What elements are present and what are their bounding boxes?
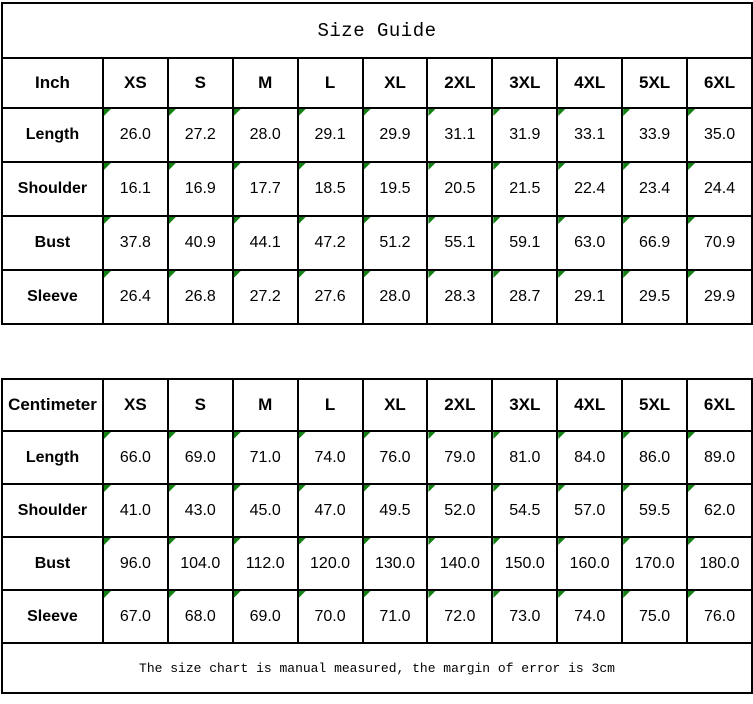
green-triangle-icon xyxy=(169,485,176,492)
value-cell: 31.1 xyxy=(427,108,492,162)
value-cell: 84.0 xyxy=(557,431,622,484)
value-cell: 23.4 xyxy=(622,162,687,216)
green-triangle-icon xyxy=(688,538,695,545)
green-triangle-icon xyxy=(234,163,241,170)
green-triangle-icon xyxy=(428,538,435,545)
green-triangle-icon xyxy=(104,217,111,224)
green-triangle-icon xyxy=(364,538,371,545)
green-triangle-icon xyxy=(104,109,111,116)
green-triangle-icon xyxy=(558,538,565,545)
table-row xyxy=(2,108,752,162)
green-triangle-icon xyxy=(364,163,371,170)
green-triangle-icon xyxy=(234,485,241,492)
size-col-header: 5XL xyxy=(622,379,687,431)
value-cell: 112.0 xyxy=(233,537,298,590)
green-triangle-icon xyxy=(688,217,695,224)
green-triangle-icon xyxy=(169,432,176,439)
size-col-header: S xyxy=(168,379,233,431)
value-cell: 140.0 xyxy=(427,537,492,590)
value-cell: 31.9 xyxy=(492,108,557,162)
green-triangle-icon xyxy=(169,163,176,170)
value-cell: 21.5 xyxy=(492,162,557,216)
value-cell: 75.0 xyxy=(622,590,687,643)
size-col-header: 4XL xyxy=(557,58,622,108)
value-cell: 29.9 xyxy=(687,270,752,324)
green-triangle-icon xyxy=(428,591,435,598)
value-cell: 74.0 xyxy=(298,431,363,484)
value-cell: 52.0 xyxy=(427,484,492,537)
green-triangle-icon xyxy=(299,591,306,598)
green-triangle-icon xyxy=(688,271,695,278)
green-triangle-icon xyxy=(299,109,306,116)
green-triangle-icon xyxy=(623,591,630,598)
value-cell: 70.9 xyxy=(687,216,752,270)
green-triangle-icon xyxy=(364,485,371,492)
green-triangle-icon xyxy=(558,591,565,598)
green-triangle-icon xyxy=(688,163,695,170)
value-cell: 49.5 xyxy=(363,484,428,537)
value-cell: 22.4 xyxy=(557,162,622,216)
value-cell: 150.0 xyxy=(492,537,557,590)
value-cell: 29.5 xyxy=(622,270,687,324)
value-cell: 35.0 xyxy=(687,108,752,162)
value-cell: 160.0 xyxy=(557,537,622,590)
size-col-header: M xyxy=(233,58,298,108)
value-cell: 26.4 xyxy=(103,270,168,324)
value-cell: 37.8 xyxy=(103,216,168,270)
green-triangle-icon xyxy=(623,217,630,224)
value-cell: 71.0 xyxy=(233,431,298,484)
green-triangle-icon xyxy=(364,217,371,224)
green-triangle-icon xyxy=(493,485,500,492)
value-cell: 89.0 xyxy=(687,431,752,484)
size-col-header: XS xyxy=(103,379,168,431)
value-cell: 66.0 xyxy=(103,431,168,484)
green-triangle-icon xyxy=(299,271,306,278)
value-cell: 73.0 xyxy=(492,590,557,643)
green-triangle-icon xyxy=(688,591,695,598)
green-triangle-icon xyxy=(623,271,630,278)
value-cell: 104.0 xyxy=(168,537,233,590)
table-row xyxy=(2,537,752,590)
green-triangle-icon xyxy=(428,109,435,116)
value-cell: 79.0 xyxy=(427,431,492,484)
green-triangle-icon xyxy=(234,271,241,278)
value-cell: 40.9 xyxy=(168,216,233,270)
green-triangle-icon xyxy=(169,591,176,598)
green-triangle-icon xyxy=(493,163,500,170)
value-cell: 180.0 xyxy=(687,537,752,590)
green-triangle-icon xyxy=(104,591,111,598)
value-cell: 54.5 xyxy=(492,484,557,537)
green-triangle-icon xyxy=(623,538,630,545)
green-triangle-icon xyxy=(299,432,306,439)
value-cell: 33.9 xyxy=(622,108,687,162)
size-col-header: 2XL xyxy=(427,58,492,108)
row-label: Bust xyxy=(2,216,103,270)
value-cell: 86.0 xyxy=(622,431,687,484)
green-triangle-icon xyxy=(364,432,371,439)
green-triangle-icon xyxy=(104,163,111,170)
size-col-header: XS xyxy=(103,58,168,108)
value-cell: 44.1 xyxy=(233,216,298,270)
green-triangle-icon xyxy=(493,217,500,224)
value-cell: 29.1 xyxy=(298,108,363,162)
value-cell: 96.0 xyxy=(103,537,168,590)
size-col-header: 5XL xyxy=(622,58,687,108)
value-cell: 47.0 xyxy=(298,484,363,537)
value-cell: 33.1 xyxy=(557,108,622,162)
value-cell: 51.2 xyxy=(363,216,428,270)
size-col-header: 3XL xyxy=(492,58,557,108)
green-triangle-icon xyxy=(558,163,565,170)
table-row xyxy=(2,216,752,270)
green-triangle-icon xyxy=(169,271,176,278)
green-triangle-icon xyxy=(558,271,565,278)
row-label: Length xyxy=(2,431,103,484)
title-row xyxy=(2,3,752,58)
value-cell: 20.5 xyxy=(427,162,492,216)
green-triangle-icon xyxy=(493,271,500,278)
green-triangle-icon xyxy=(104,538,111,545)
inch-header-row xyxy=(2,58,752,108)
green-triangle-icon xyxy=(169,217,176,224)
row-label: Bust xyxy=(2,537,103,590)
value-cell: 26.8 xyxy=(168,270,233,324)
inch-size-table xyxy=(1,2,753,325)
green-triangle-icon xyxy=(558,217,565,224)
green-triangle-icon xyxy=(623,432,630,439)
green-triangle-icon xyxy=(234,432,241,439)
value-cell: 28.7 xyxy=(492,270,557,324)
value-cell: 76.0 xyxy=(363,431,428,484)
size-col-header: XL xyxy=(363,379,428,431)
value-cell: 26.0 xyxy=(103,108,168,162)
size-col-header: 6XL xyxy=(687,58,752,108)
value-cell: 69.0 xyxy=(233,590,298,643)
table-row xyxy=(2,484,752,537)
value-cell: 69.0 xyxy=(168,431,233,484)
green-triangle-icon xyxy=(104,271,111,278)
green-triangle-icon xyxy=(364,109,371,116)
value-cell: 72.0 xyxy=(427,590,492,643)
size-col-header: 4XL xyxy=(557,379,622,431)
size-col-header: L xyxy=(298,379,363,431)
value-cell: 17.7 xyxy=(233,162,298,216)
value-cell: 24.4 xyxy=(687,162,752,216)
centimeter-size-table xyxy=(1,378,753,694)
value-cell: 47.2 xyxy=(298,216,363,270)
value-cell: 55.1 xyxy=(427,216,492,270)
row-label: Sleeve xyxy=(2,270,103,324)
table-row xyxy=(2,162,752,216)
footer-note: The size chart is manual measured, the margin of error is 3cm xyxy=(2,643,752,693)
size-col-header: 6XL xyxy=(687,379,752,431)
green-triangle-icon xyxy=(299,163,306,170)
value-cell: 45.0 xyxy=(233,484,298,537)
value-cell: 68.0 xyxy=(168,590,233,643)
size-col-header: 2XL xyxy=(427,379,492,431)
value-cell: 71.0 xyxy=(363,590,428,643)
row-label: Sleeve xyxy=(2,590,103,643)
value-cell: 27.6 xyxy=(298,270,363,324)
row-label: Shoulder xyxy=(2,162,103,216)
value-cell: 16.1 xyxy=(103,162,168,216)
size-guide-title: Size Guide xyxy=(2,3,752,58)
green-triangle-icon xyxy=(428,485,435,492)
value-cell: 28.0 xyxy=(363,270,428,324)
value-cell: 81.0 xyxy=(492,431,557,484)
value-cell: 76.0 xyxy=(687,590,752,643)
green-triangle-icon xyxy=(299,538,306,545)
green-triangle-icon xyxy=(104,485,111,492)
footer-row xyxy=(2,643,752,693)
green-triangle-icon xyxy=(169,109,176,116)
size-col-header: 3XL xyxy=(492,379,557,431)
value-cell: 57.0 xyxy=(557,484,622,537)
value-cell: 18.5 xyxy=(298,162,363,216)
green-triangle-icon xyxy=(688,432,695,439)
green-triangle-icon xyxy=(623,109,630,116)
size-col-header: S xyxy=(168,58,233,108)
green-triangle-icon xyxy=(493,591,500,598)
value-cell: 41.0 xyxy=(103,484,168,537)
green-triangle-icon xyxy=(428,163,435,170)
green-triangle-icon xyxy=(234,217,241,224)
green-triangle-icon xyxy=(364,591,371,598)
green-triangle-icon xyxy=(623,485,630,492)
row-label: Length xyxy=(2,108,103,162)
row-label: Shoulder xyxy=(2,484,103,537)
green-triangle-icon xyxy=(493,109,500,116)
green-triangle-icon xyxy=(234,109,241,116)
value-cell: 28.0 xyxy=(233,108,298,162)
value-cell: 70.0 xyxy=(298,590,363,643)
green-triangle-icon xyxy=(428,271,435,278)
table-row xyxy=(2,431,752,484)
value-cell: 130.0 xyxy=(363,537,428,590)
value-cell: 27.2 xyxy=(168,108,233,162)
table-row xyxy=(2,270,752,324)
value-cell: 29.1 xyxy=(557,270,622,324)
value-cell: 59.5 xyxy=(622,484,687,537)
value-cell: 66.9 xyxy=(622,216,687,270)
table-spacer xyxy=(1,325,753,378)
green-triangle-icon xyxy=(688,485,695,492)
value-cell: 16.9 xyxy=(168,162,233,216)
value-cell: 19.5 xyxy=(363,162,428,216)
green-triangle-icon xyxy=(234,538,241,545)
green-triangle-icon xyxy=(234,591,241,598)
green-triangle-icon xyxy=(493,538,500,545)
cm-header-row xyxy=(2,379,752,431)
size-col-header: XL xyxy=(363,58,428,108)
green-triangle-icon xyxy=(169,538,176,545)
green-triangle-icon xyxy=(558,485,565,492)
unit-header-inch: Inch xyxy=(2,58,103,108)
value-cell: 59.1 xyxy=(492,216,557,270)
green-triangle-icon xyxy=(558,432,565,439)
green-triangle-icon xyxy=(493,432,500,439)
value-cell: 28.3 xyxy=(427,270,492,324)
size-col-header: L xyxy=(298,58,363,108)
value-cell: 43.0 xyxy=(168,484,233,537)
value-cell: 27.2 xyxy=(233,270,298,324)
table-row xyxy=(2,590,752,643)
green-triangle-icon xyxy=(428,432,435,439)
value-cell: 62.0 xyxy=(687,484,752,537)
green-triangle-icon xyxy=(104,432,111,439)
green-triangle-icon xyxy=(364,271,371,278)
green-triangle-icon xyxy=(299,485,306,492)
value-cell: 63.0 xyxy=(557,216,622,270)
green-triangle-icon xyxy=(688,109,695,116)
value-cell: 29.9 xyxy=(363,108,428,162)
green-triangle-icon xyxy=(299,217,306,224)
size-col-header: M xyxy=(233,379,298,431)
value-cell: 74.0 xyxy=(557,590,622,643)
unit-header-centimeter: Centimeter xyxy=(2,379,103,431)
green-triangle-icon xyxy=(558,109,565,116)
green-triangle-icon xyxy=(428,217,435,224)
value-cell: 170.0 xyxy=(622,537,687,590)
value-cell: 120.0 xyxy=(298,537,363,590)
green-triangle-icon xyxy=(623,163,630,170)
value-cell: 67.0 xyxy=(103,590,168,643)
